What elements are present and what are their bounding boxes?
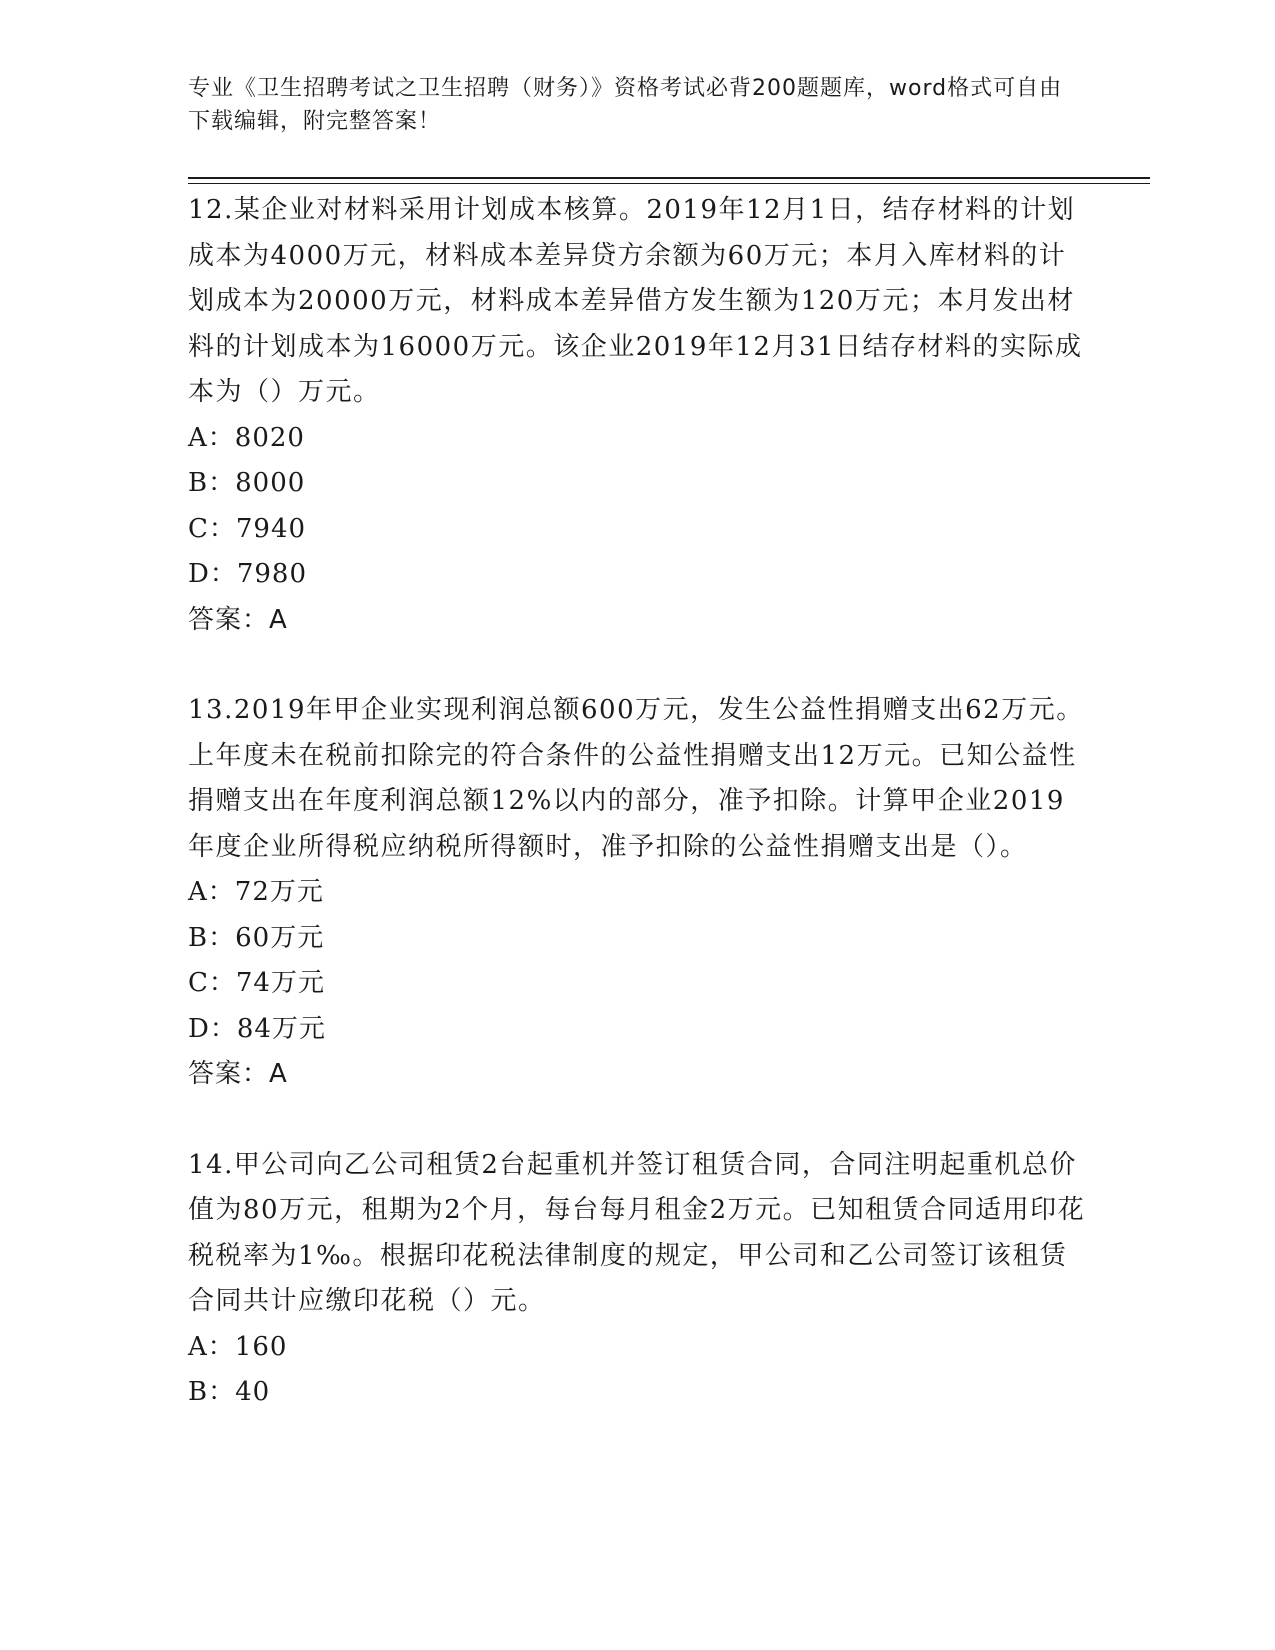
- header-divider-thick: [188, 177, 1150, 179]
- document-header: [188, 72, 1068, 138]
- question-12: [188, 188, 1088, 643]
- question-list: [188, 188, 1088, 1461]
- option-d: D：7980: [188, 559, 308, 589]
- option-a: A：8020: [188, 422, 305, 453]
- question-13: [188, 688, 1088, 1098]
- answer-line: 答案：A: [188, 604, 288, 635]
- option-b: B：60万元: [188, 922, 325, 953]
- option-d: D：84万元: [188, 1013, 326, 1044]
- question-stem: 13.2019年甲企业实现利润总额600万元，发生公益性捐赠支出62万元。上年度未在税前扣除完的符合条件的公益性捐赠支出12万元。已知公益性捐赠支出在年度利润总额12%以内的部分，准予扣除。计算甲企业2019年度企业所得税应纳税所得额时，准予扣除的公益性捐赠支出是（）。: [188, 695, 1084, 862]
- option-b: B：8000: [188, 468, 306, 498]
- question-14: [188, 1143, 1088, 1416]
- option-c: C：74万元: [188, 968, 325, 998]
- header-title: 专业《卫生招聘考试之卫生招聘（财务）》资格考试必背200题题库，word格式可自由下载编辑，附完整答案！: [188, 76, 1063, 134]
- question-stem: 12.某企业对材料采用计划成本核算。2019年12月1日，结存材料的计划成本为4000万元，材料成本差异贷方余额为60万元；本月入库材料的计划成本为20000万元，材料成本差异借方发生额为120万元；本月发出材料的计划成本为16000万元。该企业2019年12月31日结存材料的实际成本为（）万元。: [188, 195, 1083, 407]
- header-divider-thin: [188, 183, 1150, 184]
- option-b: B：40: [188, 1377, 271, 1407]
- question-stem: 14.甲公司向乙公司租赁2台起重机并签订租赁合同，合同注明起重机总价值为80万元，租期为2个月，每台每月租金2万元。已知租赁合同适用印花税税率为1‰。根据印花税法律制度的规定，甲公司和乙公司签订该租赁合同共计应缴印花税（）元。: [188, 1149, 1086, 1316]
- option-c: C：7940: [188, 513, 307, 544]
- answer-line: 答案：A: [188, 1059, 288, 1089]
- option-a: A：160: [188, 1331, 288, 1362]
- option-a: A：72万元: [188, 877, 324, 907]
